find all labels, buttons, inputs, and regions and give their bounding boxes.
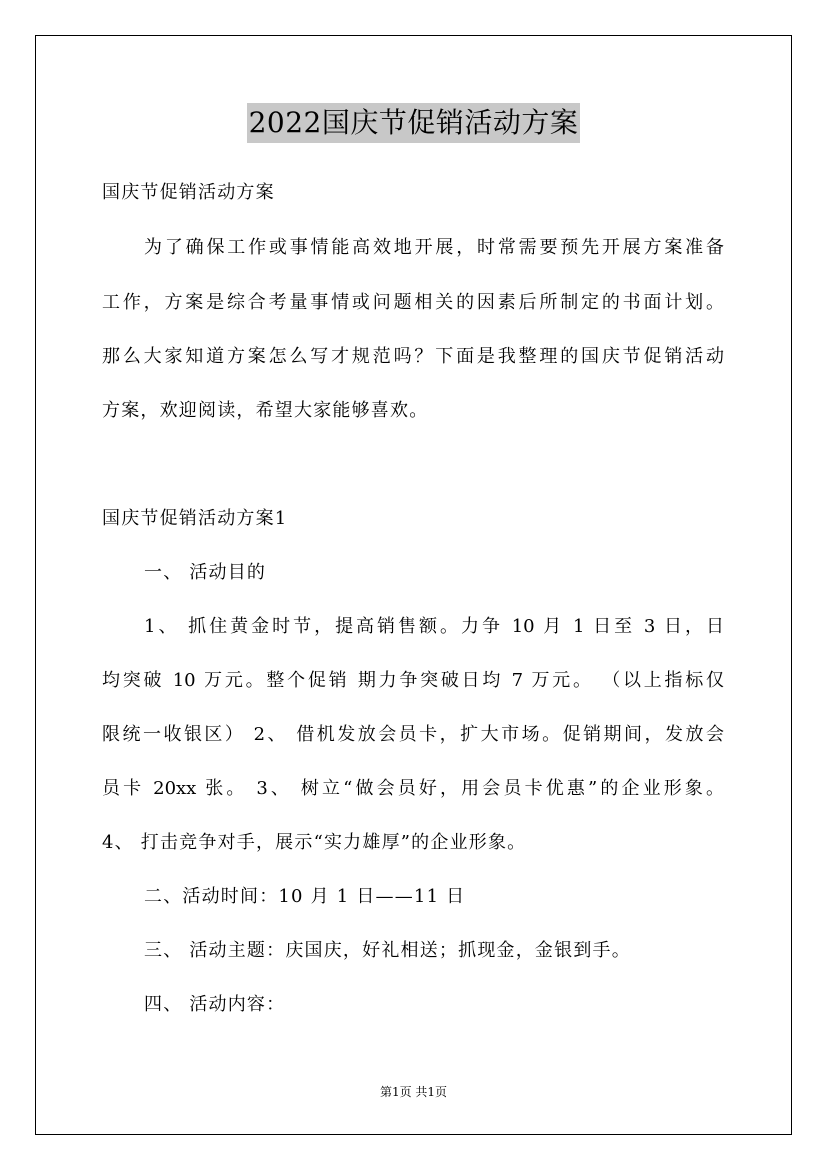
intro-line-3: 那么大家知道方案怎么写才规范吗？下面是我整理的国庆节促销活动 <box>102 346 724 367</box>
section-title: 国庆节促销活动方案1 <box>102 508 288 529</box>
goal-line-2: 均突破 10 万元。整个促销 期力争突破日均 7 万元。 （以上指标仅 <box>102 670 724 691</box>
goal-line-4: 员卡 20xx 张。 3、 树立“做会员好，用会员卡优惠”的企业形象。 <box>102 778 724 799</box>
heading-activity-content: 四、 活动内容： <box>144 994 286 1015</box>
intro-line-4: 方案，欢迎阅读，希望大家能够喜欢。 <box>102 400 429 421</box>
page-footer: 第1页 共1页 <box>379 1085 448 1099</box>
heading-activity-time: 二、活动时间：10 月 1 日——11 日 <box>144 886 466 907</box>
document-subtitle: 国庆节促销活动方案 <box>102 182 275 203</box>
intro-line-1: 为了确保工作或事情能高效地开展，时常需要预先开展方案准备 <box>144 237 724 258</box>
title-wrap <box>0 103 827 143</box>
goal-line-5: 4、 打击竞争对手，展示“实力雄厚”的企业形象。 <box>102 832 527 853</box>
intro-line-2: 工作，方案是综合考量事情或问题相关的因素后所制定的书面计划。 <box>102 292 724 313</box>
document-title: 2022国庆节促销活动方案 <box>247 103 581 143</box>
heading-activity-theme: 三、 活动主题：庆国庆，好礼相送；抓现金，金银到手。 <box>144 940 631 961</box>
goal-line-3: 限统一收银区） 2、 借机发放会员卡，扩大市场。促销期间，发放会 <box>102 724 724 745</box>
goal-line-1: 1、 抓住黄金时节，提高销售额。力争 10 月 1 日至 3 日，日 <box>144 616 724 637</box>
heading-activity-goal: 一、 活动目的 <box>144 562 267 583</box>
